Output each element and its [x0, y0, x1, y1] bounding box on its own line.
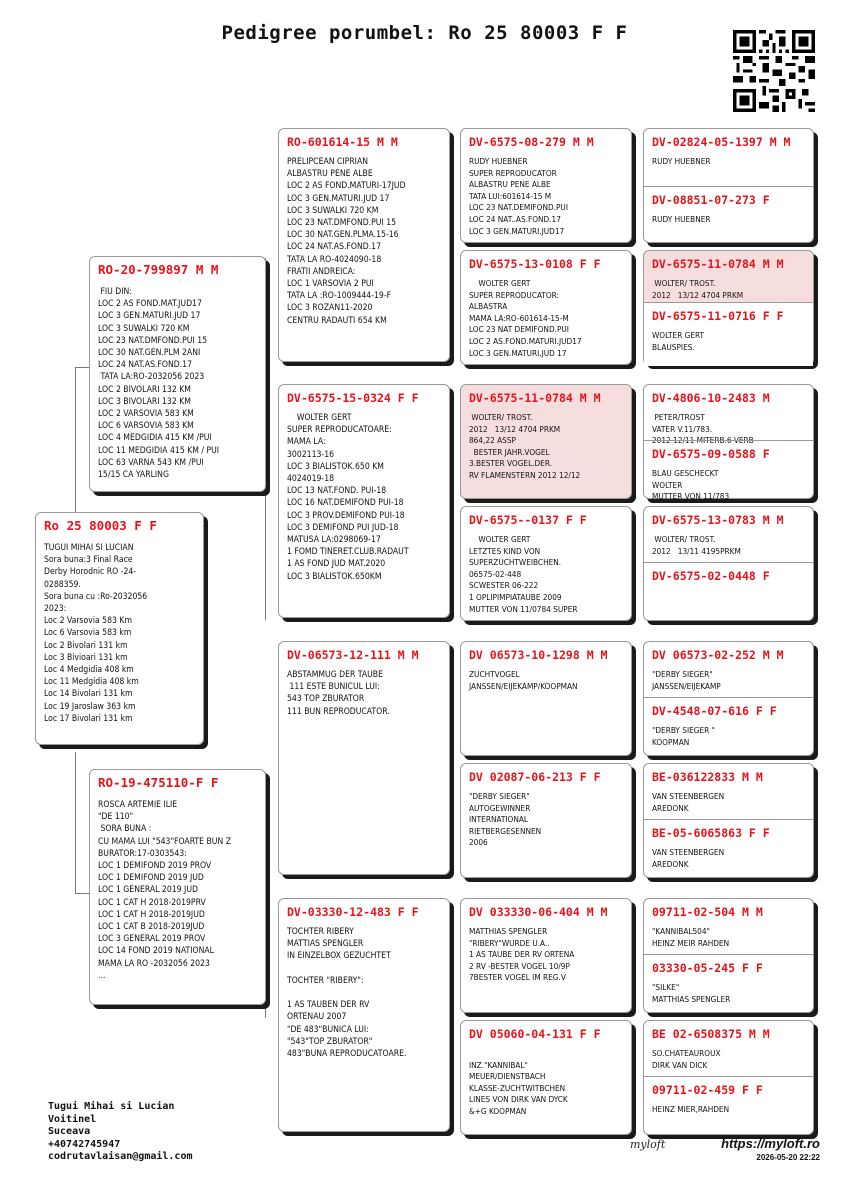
pedigree-card-gen3 — [460, 1020, 632, 1135]
ring-number: DV 02087-06-213 F F — [469, 770, 601, 784]
pigeon-notes: SO.CHATEAUROUX DIRK VAN DICK — [652, 1048, 721, 1070]
ring-number: DV-6575-15-0324 F F — [287, 391, 419, 405]
pedigree-card-gen3 — [460, 506, 632, 621]
pedigree-card-subject — [35, 512, 204, 745]
myloft-logo: myloft — [630, 1138, 666, 1151]
connector-line — [75, 893, 90, 894]
ring-number: DV-6575-08-279 M M — [469, 135, 594, 149]
pedigree-card-gen2 — [278, 641, 450, 875]
ring-number: DV 05060-04-131 F F — [469, 1027, 601, 1041]
pigeon-notes: FIU DIN: LOC 2 AS FOND.MAT.JUD17 LOC 3 GEN.MATURI.JUD 17 LOC 3 SUWALKI 720 KM LOC 23 NAT.DMFOND.PUI 15 LOC 30 NAT.GEN.PLM 2ANI LOC 24 NAT.AS.FOND.17 TATA LA:RO-2032056 2023 LOC 2 BIVOLARI 132 KM LOC 3 BIVOLARI 132 KM LOC 2 VARSOVIA 583 KM LOC 6 VARSOVIA 583 KM LOC 4 MEDGIDIA 415 KM /PUI LOC 11 MEDGIDIA 415 KM / PUI LOC 63 VARNA 543 KM /PUI 15/15 CA YARLING — [98, 287, 220, 481]
pigeon-notes: RUDY HUEBNER — [652, 156, 711, 166]
pigeon-notes: "SILKE" MATTHIAS SPENGLER — [652, 982, 731, 1004]
ring-number: DV 06573-10-1298 M M — [469, 648, 608, 662]
pigeon-notes: TUGUI MIHAI SI LUCIAN Sora buna:3 Final Race Derby Horodnic RO -24- 0288359. Sora buna cu :Ro-2032056 2023: Loc 2 Varsovia 583 Km Loc 6 Varsovia 583 km Loc 2 Bivolari 131 km Loc 3 Bivioari 131 km Loc 4 Medgidia 408 km Loc 11 Medgidia 408 km Loc 14 Bivolari 131 km Loc 19 Jaroslaw 363 km Loc 17 Bivolari 131 km — [44, 543, 148, 724]
pigeon-notes: WOLTER/ TROST. 2012 13/12 4704 PRKM — [652, 278, 744, 300]
pigeon-notes: ABSTAMMUG DER TAUBE 111 ESTE BUNICUL LUI: 543 TOP ZBURATOR 111 BUN REPRODUCATOR. — [287, 670, 390, 717]
pigeon-notes: HEINZ MIER,RAHDEN — [652, 1104, 730, 1114]
pedigree-card-gen4-pair — [643, 898, 814, 1013]
pedigree-card-gen4-pair — [643, 250, 814, 365]
ring-number: DV-06573-12-111 M M — [287, 648, 419, 662]
pigeon-notes: PETER/TROST VATER V.11/783. 2012 12/11 MITERB.6 VERB — [652, 412, 754, 446]
ring-number: RO-19-475110-F F — [98, 775, 219, 790]
pigeon-notes: "DERBY SIEGER " KOOPMAN — [652, 725, 715, 747]
ring-number: DV-6575-09-0588 F — [652, 447, 770, 461]
ring-number: DV-4806-10-2483 M — [652, 391, 770, 405]
connector-line — [75, 367, 90, 368]
ring-number: 09711-02-459 F F — [652, 1083, 763, 1097]
ring-number: DV-6575-11-0784 M M — [652, 257, 784, 271]
ring-number: RO-601614-15 M M — [287, 135, 398, 149]
pedigree-card-gen3 — [460, 763, 632, 878]
pedigree-card-gen4-pair — [643, 763, 814, 878]
pedigree-card-sire — [89, 256, 266, 492]
ring-number: DV 06573-02-252 M M — [652, 648, 784, 662]
ring-number: BE-036122833 M M — [652, 770, 763, 784]
qr-code — [733, 30, 815, 112]
ring-number: DV-6575--0137 F F — [469, 513, 587, 527]
pedigree-card-gen2 — [278, 128, 450, 362]
pigeon-notes: PRELIPCEAN CIPRIAN ALBASTRU PENE ALBE LOC 2 AS FOND.MATURI-17JUD LOC 3 GEN.MATURI.JUD 17 LOC 3 SUWALKI 720 KM LOC 23 NAT.DMFOND.PUI 15 LOC 30 NAT.GEN.PLMA.15-16 LOC 24 NAT.AS.FOND.17 TATA LA RO-4024090-18 FRATII ANDREICA: LOC 1 VARSOVIA 2 PUI TATA LA :RO-1009444-19-F LOC 3 ROZAN11-2020 CENTRU RADAUTI 654 KM — [287, 157, 406, 326]
pedigree-card-gen2 — [278, 384, 450, 618]
pigeon-notes: ZUCHTVOGEL JANSSEN/EIJEKAMP/KOOPMAN — [469, 669, 578, 691]
pigeon-notes: VAN STEENBERGEN AREDONK — [652, 847, 725, 869]
pigeon-notes: WOLTER/ TROST. 2012 13/11 4195PRKM — [652, 534, 741, 556]
pigeon-notes: WOLTER/ TROST. 2012 13/12 4704 PRKM 864,22 ASSP BESTER JAHR.VOGEL 3.BESTER VOGEL.DER. RV FLAMENSTERN 2012 12/12 — [469, 412, 581, 480]
website-link[interactable]: https://myloft.ro — [721, 1136, 820, 1151]
page-title: Pedigree porumbel: Ro 25 80003 F F — [221, 22, 628, 44]
pedigree-card-gen4-pair — [643, 506, 814, 621]
pedigree-card-gen3 — [460, 898, 632, 1013]
pigeon-notes: VAN STEENBERGEN AREDONK — [652, 791, 725, 813]
pedigree-card-gen3 — [460, 250, 632, 365]
ring-number: 09711-02-504 M M — [652, 905, 763, 919]
pigeon-notes: INZ."KANNIBAL" MEUER/DIENSTBACH KLASSE-ZUCHTWITBCHEN LINES VON DIRK VAN DYCK &+G KOOPMAN — [469, 1059, 568, 1116]
pigeon-notes: WOLTER GERT SUPER REPRODUCATOR: ALBASTRA MAMA LA:RO-601614-15-M LOC 23 NAT DEMIFOND.PUI LOC 2 AS.FOND.MATURI.JUD17 LOC 3 GEN.MATURI.JUD 17 — [469, 278, 582, 358]
ring-number: DV-6575-02-0448 F — [652, 569, 770, 583]
pedigree-card-gen3 — [460, 384, 632, 499]
ring-number: DV-6575-13-0108 F F — [469, 257, 601, 271]
pigeon-notes: WOLTER GERT LETZTES KIND VON SUPERZUCHTWEIBCHEN. 06575-02-448 SCWESTER 06-222 1 OPLIPIMPIATAUBE 2009 MUTTER VON 11/0784 SUPER — [469, 534, 578, 614]
pigeon-notes: TOCHTER RIBERY MATTIAS SPENGLER IN EINZELBOX GEZUCHTET TOCHTER "RIBERY": 1 AS TAUBEN DER RV ORTENAU 2007 "DE 483"BUNICA LUI: "543"TOP ZBURATOR" 483"BUNA REPRODUCATOARE. — [287, 927, 407, 1060]
ring-number: BE-05-6065863 F F — [652, 826, 770, 840]
pedigree-card-gen3 — [460, 128, 632, 243]
ring-number: Ro 25 80003 F F — [44, 518, 157, 533]
ring-number: DV-02824-05-1397 M M — [652, 135, 791, 149]
ring-number: DV-6575-11-0716 F F — [652, 309, 784, 323]
pigeon-notes: "DERBY SIEGER" JANSSEN/EIJEKAMP — [652, 669, 721, 691]
brand-block — [630, 1136, 820, 1166]
pigeon-notes: BLAU GESCHECKT WOLTER MUTTER VON 11/783 — [652, 468, 730, 502]
ring-number: BE 02-6508375 M M — [652, 1027, 770, 1041]
pedigree-card-gen2 — [278, 898, 450, 1132]
ring-number: DV 033330-06-404 M M — [469, 905, 608, 919]
print-date: 2026-05-20 22:22 — [756, 1153, 820, 1162]
ring-number: RO-20-799897 M M — [98, 262, 219, 277]
connector-line — [75, 367, 76, 513]
pigeon-notes: WOLTER GERT BLAUSPIES. — [652, 330, 705, 352]
ring-number: DV-4548-07-616 F F — [652, 704, 777, 718]
pigeon-notes: RUDY HUEBNER — [652, 214, 711, 224]
pigeon-notes: ROSCA ARTEMIE ILIE "DE 110" SORA BUNA : CU MAMA LUI "543"FOARTE BUN Z BURATOR:17-0303543: LOC 1 DEMIFOND 2019 PROV LOC 1 DEMIFOND 2019 JUD LOC 1 GENERAL 2019 JUD LOC 1 CAT H 2018-2019PRV LOC 1 CAT H 2018-2019JUD LOC 1 CAT B 2018-2019JUD LOC 3 GENERAL 2019 PROV LOC 14 FOND 2019 NATIONAL MAMA LA RO -2032056 2023 ... — [98, 800, 231, 981]
pedigree-card-dam — [89, 769, 266, 1005]
pigeon-notes: WOLTER GERT SUPER REPRODUCATOARE: MAMA LA: 3002113-16 LOC 3 BIALISTOK.650 KM 4024019-18 LOC 13 NAT.FOND. PUI-18 LOC 16 NAT.DEMIFOND PUI-18 LOC 3 PROV.DEMIFOND PUI-18 LOC 3 DEMIFOND PUI JUD-18 MATUSA LA:0298069-17 1 FOMD TINERET.CLUB.RADAUT 1 AS FOND JUD MAT.2020 LOC 3 BIALISTOK.650KM — [287, 413, 409, 582]
ring-number: 03330-05-245 F F — [652, 961, 763, 975]
ring-number: DV-03330-12-483 F F — [287, 905, 419, 919]
pedigree-card-gen4-pair — [643, 1020, 814, 1135]
pedigree-card-gen4-pair — [643, 128, 814, 243]
pigeon-notes: "DERBY SIEGER" AUTOGEWINNER INTERNATIONAL RIETBERGESENNEN 2006 — [469, 791, 542, 848]
owner-contact: Tugui Mihai si Lucian Voitinel Suceava +40742745947 codrutavlaisan@gmail.com — [48, 1101, 193, 1163]
pedigree-card-gen4-pair — [643, 641, 814, 756]
connector-line — [75, 752, 76, 894]
ring-number: DV-08851-07-273 F — [652, 193, 770, 207]
ring-number: DV-6575-11-0784 M M — [469, 391, 601, 405]
pedigree-card-gen3 — [460, 641, 632, 756]
pigeon-notes: "KANNIBAL504" HEINZ MEIR RAHDEN — [652, 926, 730, 948]
ring-number: DV-6575-13-0783 M M — [652, 513, 784, 527]
pigeon-notes: RUDY HUEBNER SUPER REPRODUCATOR ALBASTRU PENE ALBE TATA LUI:601614-15 M LOC 23 NAT.DEMIFOND.PUI LOC 24 NAT..AS.FOND.17 LOC 3 GEN.MATURI.JUD17 — [469, 156, 568, 236]
pigeon-notes: MATTHIAS SPENGLER "RIBERY"WURDE U.A.. 1 AS TAUBE DER RV ORTENA 2 RV -BESTER VOGEL 10/9P 7BESTER VOGEL IM REG.V — [469, 926, 575, 983]
pedigree-card-gen4-pair — [643, 384, 814, 502]
